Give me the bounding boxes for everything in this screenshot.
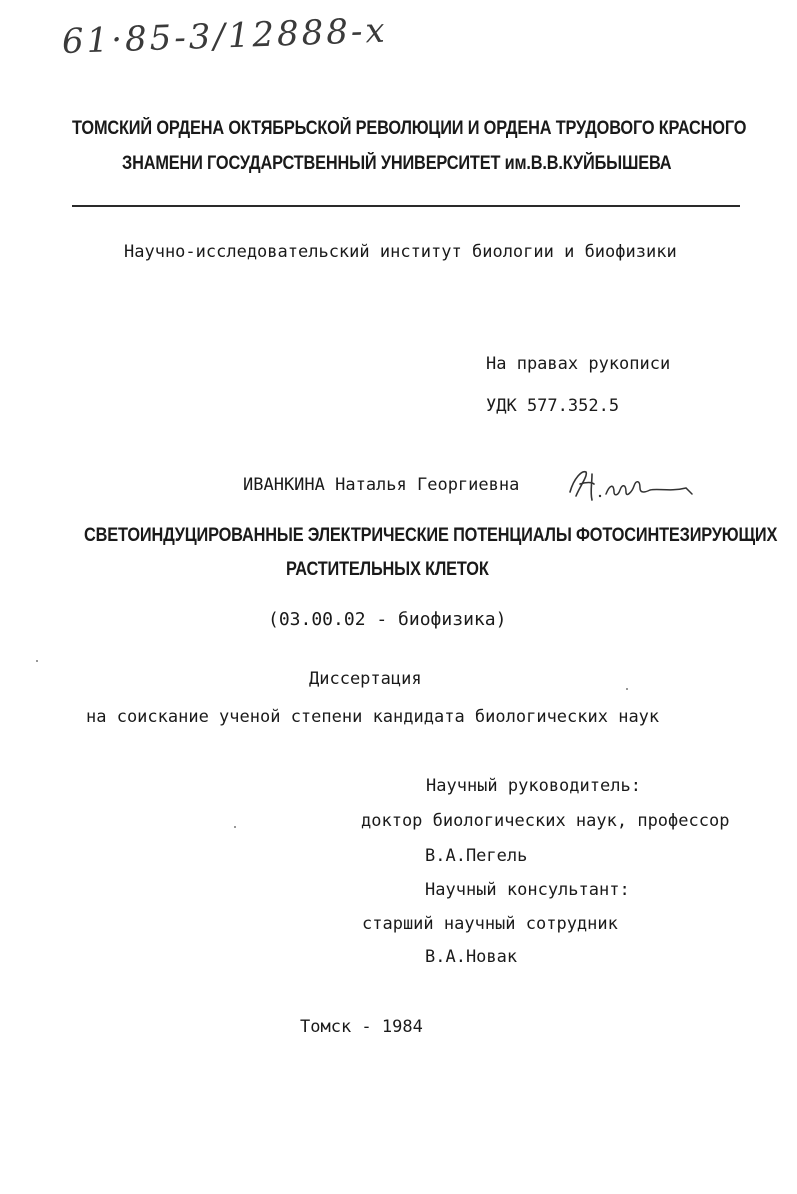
consultant-title: старший научный сотрудник (362, 914, 618, 934)
place-and-year: Томск - 1984 (300, 1017, 423, 1037)
header-divider (72, 205, 740, 207)
supervisor-name: В.А.Пегель (425, 846, 528, 866)
scan-speck (234, 826, 236, 828)
university-name-line-1: ТОМСКИЙ ОРДЕНА ОКТЯБРЬСКОЙ РЕВОЛЮЦИИ И ОРДЕНА ТРУДОВОГО КРАСНОГО (72, 118, 747, 139)
udk-code: УДК 577.352.5 (486, 396, 620, 416)
scan-speck (36, 660, 38, 662)
supervisor-label: Научный руководитель: (426, 776, 641, 796)
scan-speck (626, 688, 628, 690)
supervisor-title: доктор биологических наук, профессор (361, 811, 730, 831)
university-name-line-2: ЗНАМЕНИ ГОСУДАРСТВЕННЫЙ УНИВЕРСИТЕТ им.В.В.КУЙБЫШЕВА (122, 153, 672, 174)
degree-heading: Диссертация (309, 669, 422, 689)
specialty-code: (03.00.02 - биофизика) (268, 609, 507, 630)
author-name: ИВАНКИНА Наталья Георгиевна (243, 475, 520, 495)
dissertation-title-line-1: СВЕТОИНДУЦИРОВАННЫЕ ЭЛЕКТРИЧЕСКИЕ ПОТЕНЦИАЛЫ ФОТОСИНТЕЗИРУЮЩИХ (84, 525, 778, 546)
manuscript-rights: На правах рукописи (486, 354, 671, 374)
dissertation-title-line-2: РАСТИТЕЛЬНЫХ КЛЕТОК (286, 559, 489, 580)
handwritten-catalog-mark: 61·85-3/12888-х (61, 10, 389, 62)
institute-name: Научно-исследовательский институт биологии и биофизики (124, 242, 677, 262)
consultant-name: В.А.Новак (425, 947, 518, 967)
consultant-label: Научный консультант: (425, 880, 630, 900)
author-signature (562, 462, 702, 506)
degree-description: на соискание ученой степени кандидата биологических наук (86, 707, 660, 727)
